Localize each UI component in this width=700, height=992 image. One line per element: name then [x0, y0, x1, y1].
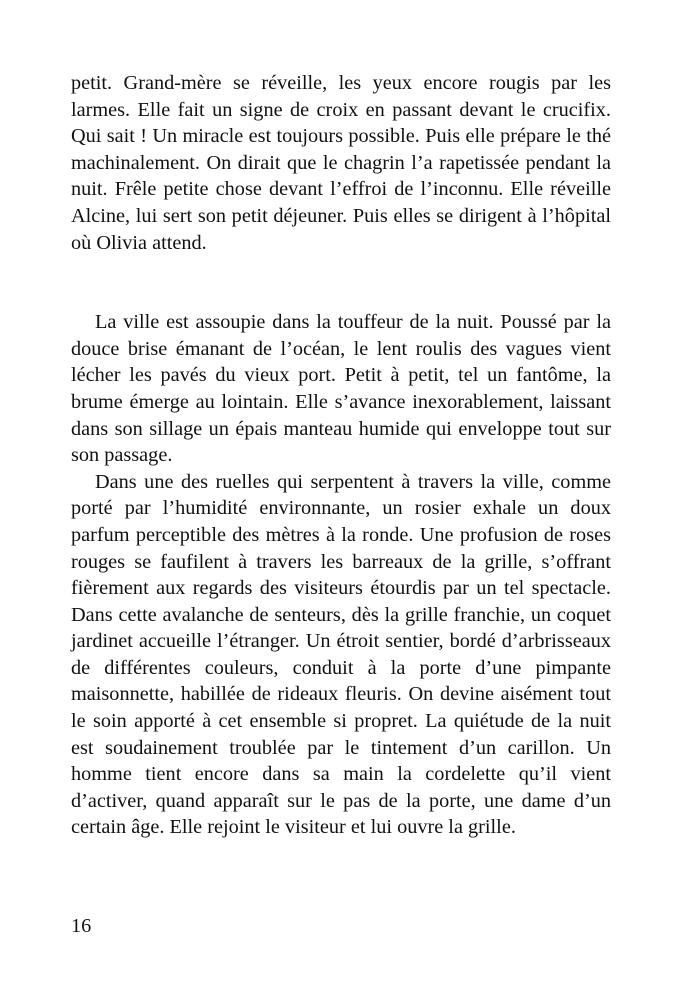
paragraph-city-night: La ville est assoupie dans la touffeur de la nuit. Poussé par la douce brise émanant de l’océan, le lent roulis des vagues vient lécher les pavés du vieux port. Petit à petit, tel un fantôme, la brume émerge au lointain. Elle s’avance inexorablement, laissant dans son sillage un épais manteau humide qui enveloppe tout sur son passage.	[71, 311, 611, 467]
paragraph-continued: petit. Grand-mère se réveille, les yeux encore rougis par les larmes. Elle fait un signe de croix en passant devant le crucifix. Qui sait ! Un miracle est toujours possible. Puis elle prépare le thé machinalement. On dirait que le chagrin l’a rapetissée pendant la nuit. Frêle petite chose devant l’effroi de l’inconnu. Elle réveille Alcine, lui sert son petit déjeuner. Puis elles se dirigent à l’hôpital où Olivia attend.	[71, 72, 611, 254]
book-page-body	[71, 70, 611, 841]
paragraph-garden-rosebush: Dans une des ruelles qui serpentent à travers la ville, comme porté par l’humidité environnante, un rosier exhale un doux parfum perceptible des mètres à la ronde. Une profusion de roses rouges se faufilent à travers les barreaux de la grille, s’offrant fièrement aux regards des visiteurs étourdis par un tel spectacle. Dans cette avalanche de senteurs, dès la grille franchie, un coquet jardinet accueille l’étranger. Un étroit sentier, bordé d’arbrisseaux de différentes couleurs, conduit à la porte d’une pimpante maisonnette, habillée de rideaux fleuris. On devine aisément tout le soin apporté à cet ensemble si propret. La quiétude de la nuit est soudainement troublée par le tintement d’un carillon. Un homme tient encore dans sa main la cordelette qu’il vient d’activer, quand apparaît sur le pas de la porte, une dame d’un certain âge. Elle rejoint le visiteur et lui ouvre la grille.	[71, 470, 611, 839]
page-number: 16	[71, 915, 92, 937]
